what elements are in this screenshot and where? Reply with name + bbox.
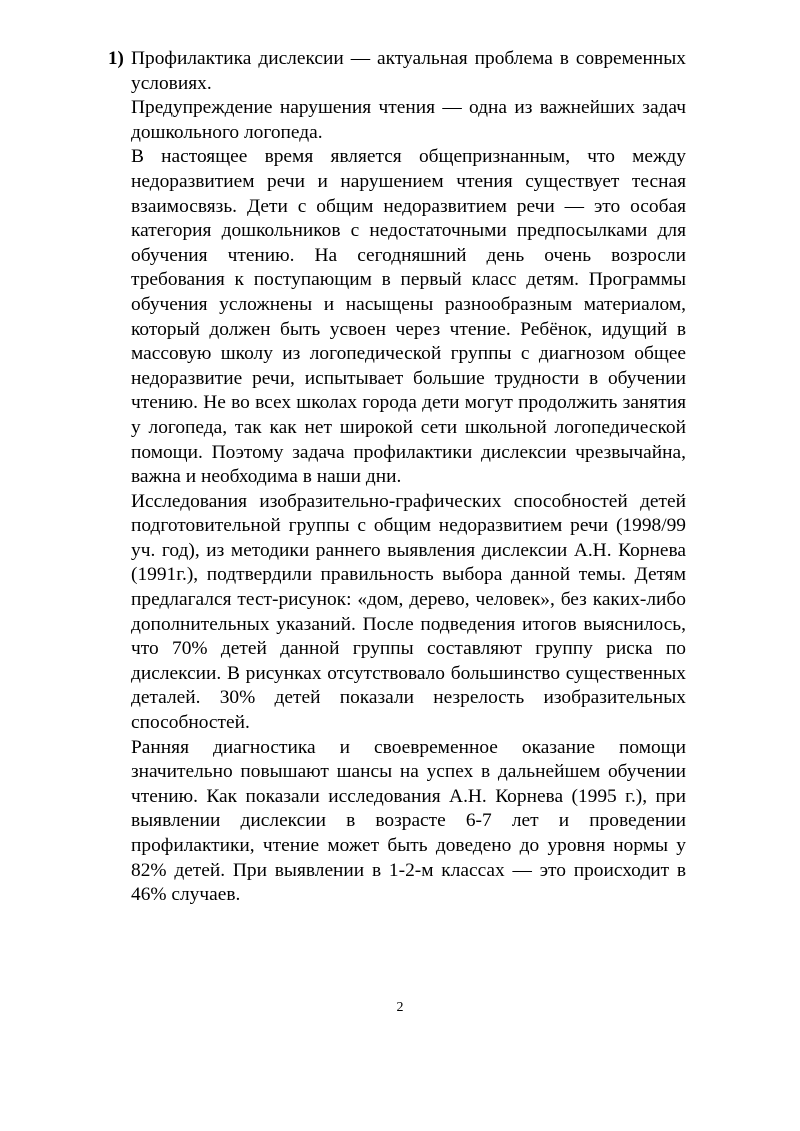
paragraph-diagnostics: Ранняя диагностика и своевременное оказание помощи значительно повышают шансы на успех в дальнейшем обучении чтению. Как показали исследования А.Н. Корнева (1995 г.), при выявлении дислексии в возрасте 6-7 лет и проведении профилактики, чтение может быть доведено до уровня нормы у 82% детей. При выявлении в 1-2-м классах — это происходит в 46% случаев. bbox=[131, 736, 686, 906]
numbered-list-item bbox=[108, 47, 686, 908]
page-number: 2 bbox=[396, 1000, 404, 1015]
paragraph-research: Исследования изобразительно-графических способностей детей подготовительной группы с общим недоразвитием речи (1998/99 уч. год), из методики раннего выявления дислексии А.Н. Корнева (1991г.), подтвердили правильность выбора данной темы. Детям предлагался тест-рисунок: «дом, дерево, человек», без каких-либо дополнительных указаний. После подведения итогов выяснилось, что 70% детей данной группы составляют группу риска по дислексии. В рисунках отсутствовало большинство существенных деталей. 30% детей показали незрелость изобразительных способностей. bbox=[131, 490, 686, 734]
paragraph-intro: Профилактика дислексии — актуальная проблема в современных условиях. bbox=[131, 48, 686, 94]
paragraph-relationship: В настоящее время является общепризнанным, что между недоразвитием речи и нарушением чтения существует тесная взаимосвязь. Дети с общим недоразвитием речи — это особая категория дошкольников с недостаточными предпосылками для обучения чтению. На сегодняшний день очень возросли требования к поступающим в первый класс детям. Программы обучения усложнены и насыщены разнообразным материалом, который должен быть усвоен через чтение. Ребёнок, идущий в массовую школу из логопедической группы с диагнозом общее недоразвитие речи, испытывает большие трудности в обучении чтению. Не во всех школах города дети могут продолжить занятия у логопеда, так как нет широкой сети школьной логопедической помощи. Поэтому задача профилактики дислексии чрезвычайна, важна и необходима в наши дни. bbox=[131, 146, 686, 488]
list-marker: 1) bbox=[108, 48, 124, 69]
item-body bbox=[131, 47, 686, 908]
paragraph-prevention: Предупреждение нарушения чтения — одна из важнейших задач дошкольного логопеда. bbox=[131, 97, 686, 143]
